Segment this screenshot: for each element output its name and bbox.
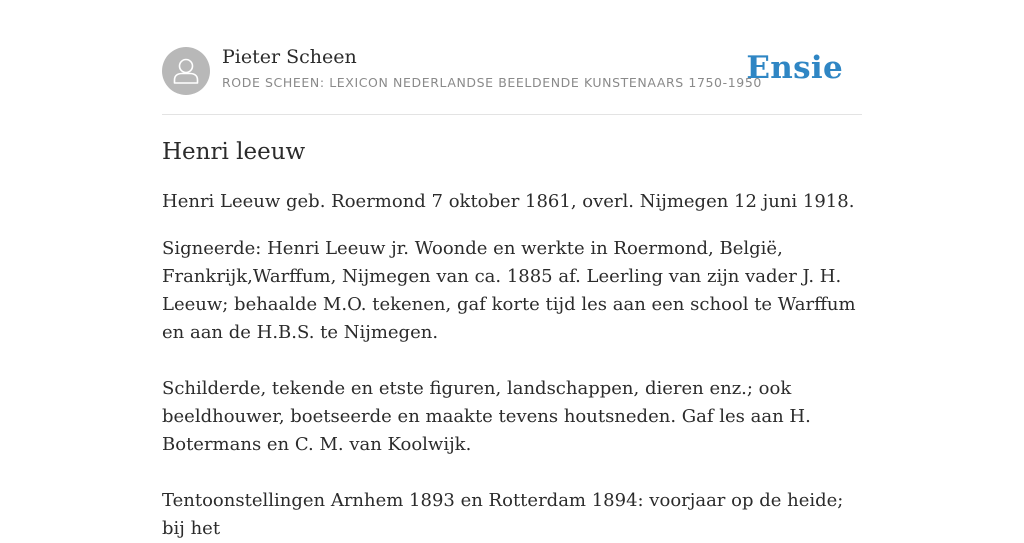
article-title: Henri leeuw xyxy=(162,139,306,165)
author-avatar[interactable] xyxy=(162,47,210,95)
source-title[interactable]: RODE SCHEEN: LEXICON NEDERLANDSE BEELDENDE KUNSTENAARS 1750-1950 xyxy=(222,75,762,90)
article xyxy=(162,135,862,543)
entry-header xyxy=(162,46,862,115)
ensie-logo[interactable]: Ensie xyxy=(746,50,843,86)
user-icon xyxy=(162,47,210,95)
article-lead: Henri Leeuw geb. Roermond 7 oktober 1861, overl. Nijmegen 12 juni 1918. xyxy=(162,191,855,212)
author-name[interactable]: Pieter Scheen xyxy=(222,46,357,68)
article-body: Signeerde: Henri Leeuw jr. Woonde en werkte in Roermond, België, Frankrijk,Warffum, Nijmegen van ca. 1885 af. Leerling van zijn vader J. H. Leeuw; behaalde M.O. tekenen, gaf korte tijd les aan een school te Warffum en aan de H.B.S. te Nijmegen. Schilderde, tekende en etste figuren, landschappen, dieren enz.; ook beeldhouwer, boetseerde en maakte tevens houtsneden. Gaf les aan H. Botermans en C. M. van Koolwijk. Tentoonstellingen Arnhem 1893 en Rotterdam 1894: voorjaar op de heide; bij het xyxy=(162,238,856,539)
